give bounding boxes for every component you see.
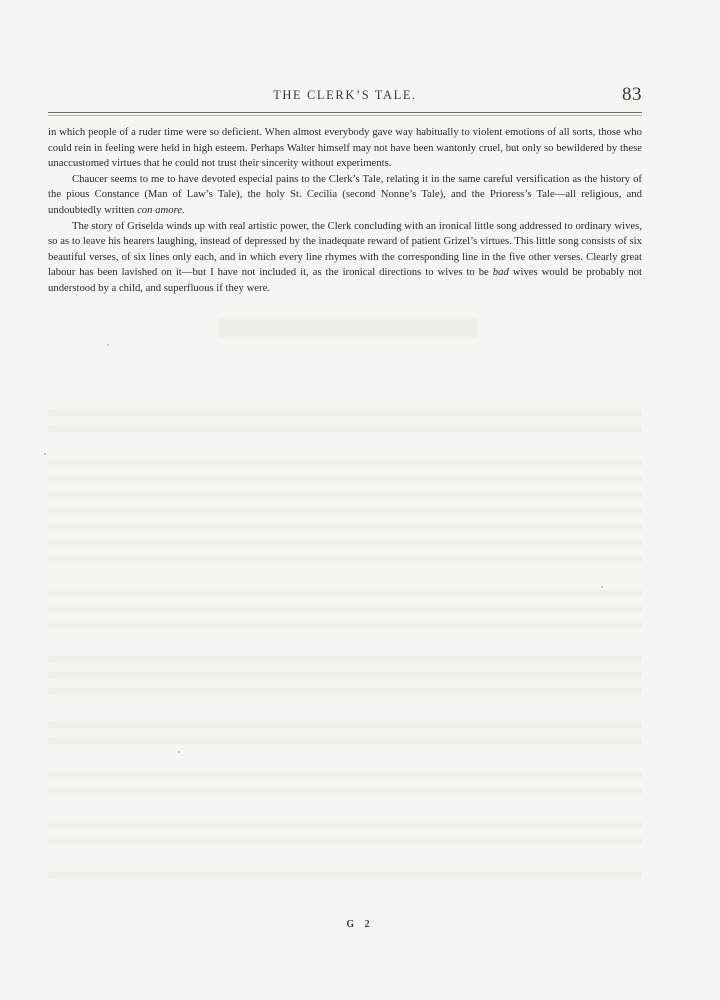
paragraph-3-text-end: wives would be probably not understood by a child, and superfluous if they were.	[48, 266, 642, 294]
body-text	[48, 125, 642, 297]
show-through-line	[48, 606, 642, 612]
paper-speck	[44, 453, 46, 455]
paragraph-1-text: in which people of a ruder time were so deficient. When almost everybody gave way habitually to violent emotions of all sorts, those who could rein in feeling were held in high esteem. Perhaps Walter himself may not have been wantonly cruel, but only so bewildered by these unaccustomed virtues that he could not trust their sincerity without experiments.	[48, 126, 642, 170]
show-through-texture	[48, 300, 642, 900]
show-through-line	[48, 476, 642, 482]
page-number: 83	[622, 84, 642, 105]
show-through-line	[48, 788, 642, 794]
show-through-line	[48, 672, 642, 678]
show-through-line	[48, 524, 642, 530]
paper-speck	[107, 344, 109, 346]
show-through-line	[48, 460, 642, 466]
paper-speck	[178, 751, 180, 753]
running-head	[48, 84, 642, 106]
paragraph-2-italic: con amore.	[137, 203, 185, 216]
show-through-line	[48, 556, 642, 562]
paragraph-2	[48, 172, 642, 219]
show-through-line	[48, 738, 642, 744]
show-through-line	[48, 508, 642, 514]
paragraph-3	[48, 219, 642, 297]
paragraph-3-text: The story of Griselda winds up with real artistic power, the Clerk concluding with an ironical little song addressed to ordinary wives, so as to leave his hearers laughing, instead of depressed by the inadequate reward of patient Grizel’s virtues. This little song consists of six beautiful verses, of six lines only each, and in which every line rhymes with the corresponding line in the five other verses. Clearly great labour has been lavished on it—but I have not included it, as the ironical directions to wives to be	[48, 219, 642, 279]
show-through-line	[48, 410, 642, 416]
show-through-line	[48, 590, 642, 596]
show-through-line	[48, 426, 642, 432]
running-title: THE CLERK’S TALE.	[273, 88, 417, 102]
paragraph-3-italic: bad	[492, 266, 509, 279]
header-rule-secondary	[48, 115, 642, 116]
paper-speck	[601, 586, 603, 588]
show-through-line	[48, 872, 642, 878]
paragraph-2-text: Chaucer seems to me to have devoted especial pains to the Clerk’s Tale, relating it in the same careful versification as the history of the pious Constance (Man of Law’s Tale), the holy St. Cecilia (second Nonne’s Tale), and the Prioress’s Tale—all religious, and undoubtedly written	[48, 172, 642, 216]
show-through-line	[48, 772, 642, 778]
show-through-line	[48, 838, 642, 844]
show-through-line	[48, 622, 642, 628]
paragraph-1	[48, 125, 642, 172]
show-through-line	[48, 656, 642, 662]
show-through-line	[48, 540, 642, 546]
show-through-line	[48, 688, 642, 694]
header-rule	[48, 112, 642, 113]
show-through-line	[48, 492, 642, 498]
signature-mark: G 2	[346, 919, 374, 930]
show-through-line	[218, 318, 478, 338]
show-through-line	[48, 822, 642, 828]
show-through-line	[48, 722, 642, 728]
